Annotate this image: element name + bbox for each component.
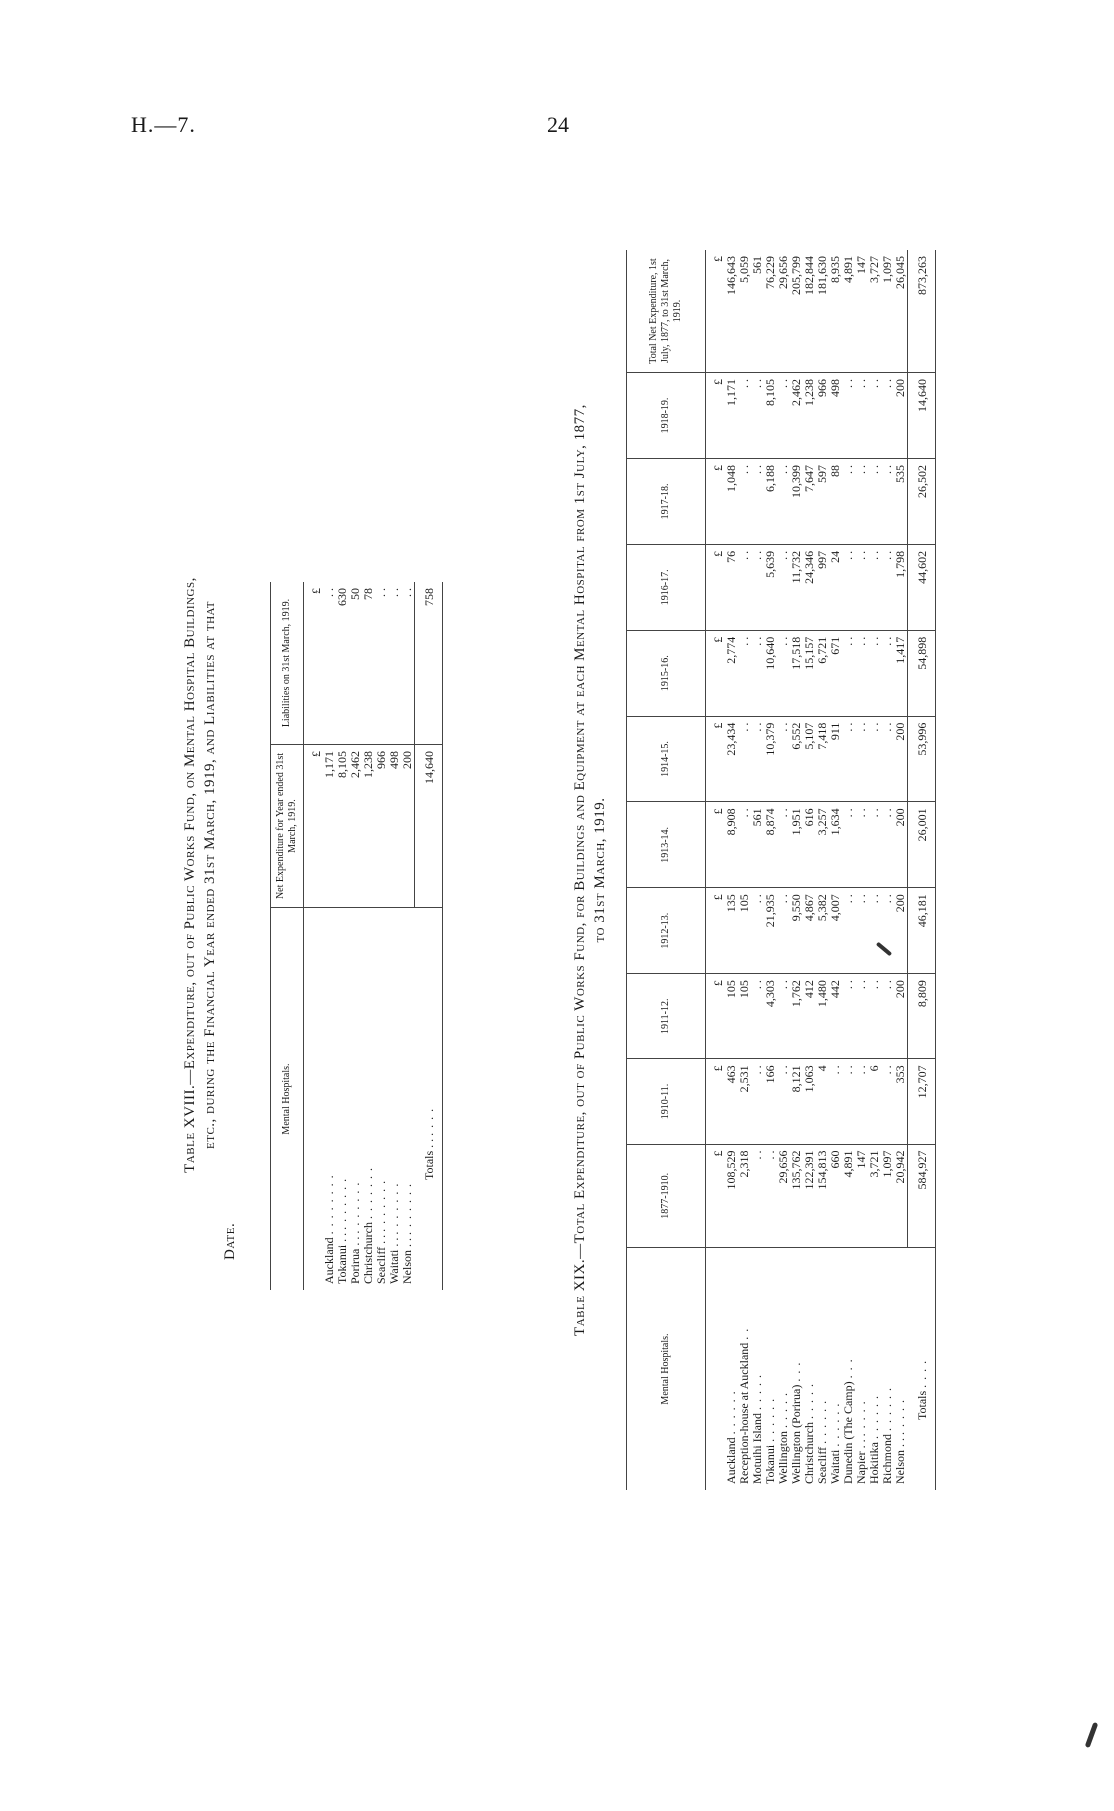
- hospital-name: Nelson . .: [893, 1438, 908, 1484]
- expenditure-cell: . .: [777, 1059, 790, 1144]
- column-header: 1915-16.: [627, 630, 706, 716]
- expenditure-cell: 561: [751, 802, 764, 888]
- expenditure-cell: 4,867: [803, 888, 816, 974]
- currency-symbol: £: [706, 888, 726, 974]
- total-value-cell: 54,898: [908, 630, 936, 716]
- expenditure-cell: 6: [868, 1059, 881, 1144]
- expenditure-cell: 1,063: [803, 1059, 816, 1144]
- column-header: 1877-1910.: [627, 1144, 706, 1247]
- expenditure-cell: 6,188: [764, 458, 777, 544]
- expenditure-cell: . .: [881, 373, 894, 459]
- expenditure-cell: . .: [751, 630, 764, 716]
- expenditure-cell: 1,097: [881, 250, 894, 373]
- expenditure-cell: . .: [751, 458, 764, 544]
- expenditure-cell: . .: [738, 458, 751, 544]
- expenditure-cell: . .: [881, 802, 894, 888]
- hospital-name: Waitati . .: [387, 1237, 401, 1284]
- expenditure-cell: 17,518: [790, 630, 803, 716]
- scan-mark: [1085, 1722, 1099, 1748]
- expenditure-cell: . .: [842, 888, 855, 974]
- dot-leader: . . . . . . .: [400, 1183, 415, 1235]
- dot-leader: . . . . . .: [763, 1397, 777, 1442]
- expenditure-cell: . .: [751, 716, 764, 802]
- expenditure-cell: . .: [751, 544, 764, 630]
- expenditure-cell: 4,891: [842, 250, 855, 373]
- dot-leader: . . . . .: [776, 1391, 790, 1428]
- expenditure-cell: . .: [738, 802, 751, 888]
- expenditure-cell: . .: [868, 716, 881, 802]
- expenditure-cell: . .: [842, 373, 855, 459]
- expenditure-cell: 2,531: [738, 1059, 751, 1144]
- liabilities-cell: . .: [375, 582, 388, 745]
- expenditure-cell: 463: [725, 1059, 738, 1144]
- expenditure-cell: . .: [855, 544, 868, 630]
- net-expenditure-cell: 2,462: [349, 745, 362, 908]
- table-18-section: [180, 460, 443, 1290]
- expenditure-cell: 29,656: [777, 1144, 790, 1247]
- expenditure-cell: 442: [829, 974, 842, 1059]
- currency-symbol: £: [304, 745, 324, 908]
- dot-leader: . . . . . . .: [374, 1179, 388, 1232]
- totals-row: [908, 250, 936, 1490]
- expenditure-cell: 4,007: [829, 888, 842, 974]
- expenditure-cell: 147: [855, 1144, 868, 1247]
- expenditure-cell: . .: [751, 888, 764, 974]
- hospital-name: Waitati: [828, 1449, 842, 1484]
- hospital-name: Auckland: [724, 1437, 738, 1484]
- expenditure-cell: . .: [868, 802, 881, 888]
- hospital-name: Hokitika: [867, 1442, 881, 1484]
- expenditure-cell: . .: [881, 458, 894, 544]
- expenditure-cell: . .: [842, 630, 855, 716]
- table-row: [738, 250, 751, 1490]
- table-19-title-line: Table XIX.—Total Expenditure, out of Public Works Fund, for Buildings and Equipment at each Mental Hospital from 1st July, 1877,: [572, 404, 588, 1336]
- dot-leader: . . . .: [421, 1107, 436, 1136]
- expenditure-cell: . .: [842, 802, 855, 888]
- expenditure-cell: 1,097: [881, 1144, 894, 1247]
- expenditure-cell: . .: [777, 888, 790, 974]
- expenditure-cell: . .: [855, 373, 868, 459]
- dot-leader: . . . . .: [750, 1374, 764, 1410]
- rotated-content: [150, 170, 950, 1520]
- table-18-title-line: etc., during the Financial Year ended 31st March, 1919, and Liabilities at that: [202, 601, 218, 1149]
- hospital-name: Auckland: [322, 1237, 336, 1284]
- expenditure-cell: 997: [816, 544, 829, 630]
- dot-leader: . . . . . .: [880, 1387, 894, 1431]
- column-header: Net Expenditure for Year ended 31st March, 1919.: [271, 745, 304, 908]
- expenditure-cell: . .: [868, 544, 881, 630]
- expenditure-cell: . .: [738, 373, 751, 459]
- table-19-section: [570, 250, 936, 1490]
- column-header: 1917-18.: [627, 458, 706, 544]
- currency-symbol: £: [706, 1144, 726, 1247]
- expenditure-cell: . .: [881, 1059, 894, 1144]
- expenditure-cell: . .: [777, 544, 790, 630]
- expenditure-cell: . .: [764, 1144, 777, 1247]
- table-18: [270, 582, 443, 1290]
- totals-label: Totals . .: [421, 1138, 436, 1180]
- net-expenditure-cell: 1,171: [323, 745, 336, 908]
- column-header: Liabilities on 31st March, 1919.: [271, 582, 304, 745]
- table-row: [764, 250, 777, 1490]
- expenditure-cell: 181,630: [816, 250, 829, 373]
- expenditure-cell: 182,844: [803, 250, 816, 373]
- dot-leader: . . . . . . . .: [322, 1174, 336, 1235]
- expenditure-cell: . .: [842, 544, 855, 630]
- table-row: [803, 250, 816, 1490]
- expenditure-cell: 3,727: [868, 250, 881, 373]
- expenditure-cell: 105: [725, 974, 738, 1059]
- expenditure-cell: . .: [751, 974, 764, 1059]
- expenditure-cell: 8,105: [764, 373, 777, 459]
- table-row: [868, 250, 881, 1490]
- expenditure-cell: 9,550: [790, 888, 803, 974]
- expenditure-cell: 1,634: [829, 802, 842, 888]
- table-row: [790, 250, 803, 1490]
- total-value-cell: 873,263: [908, 250, 936, 373]
- expenditure-cell: 105: [738, 888, 751, 974]
- expenditure-cell: 3,257: [816, 802, 829, 888]
- expenditure-cell: 6,552: [790, 716, 803, 802]
- expenditure-cell: . .: [855, 1059, 868, 1144]
- column-header: Mental Hospitals.: [627, 1248, 706, 1491]
- expenditure-cell: 2,774: [725, 630, 738, 716]
- dot-leader: . . . . . . .: [348, 1181, 362, 1234]
- expenditure-cell: 135,762: [790, 1144, 803, 1247]
- dot-leader: . . . . .: [802, 1383, 816, 1419]
- expenditure-cell: . .: [751, 373, 764, 459]
- expenditure-cell: 1,171: [725, 373, 738, 459]
- expenditure-cell: 2,318: [738, 1144, 751, 1247]
- expenditure-cell: 200: [894, 974, 908, 1059]
- column-header: 1918-19.: [627, 373, 706, 459]
- expenditure-cell: . .: [881, 630, 894, 716]
- expenditure-cell: 166: [764, 1059, 777, 1144]
- expenditure-cell: 8,121: [790, 1059, 803, 1144]
- liabilities-cell: 78: [362, 582, 375, 745]
- liabilities-cell: . .: [323, 582, 336, 745]
- expenditure-cell: . .: [855, 630, 868, 716]
- hospital-name: Porirua . .: [348, 1236, 362, 1284]
- expenditure-cell: . .: [868, 974, 881, 1059]
- table-row: [855, 250, 868, 1490]
- expenditure-cell: 966: [816, 373, 829, 459]
- expenditure-cell: . .: [777, 373, 790, 459]
- expenditure-cell: 122,391: [803, 1144, 816, 1247]
- totals-label: Totals: [914, 1390, 929, 1420]
- net-expenditure-cell: 8,105: [336, 745, 349, 908]
- dot-leader: . . .: [789, 1361, 803, 1382]
- hospital-name: Seacliff: [815, 1446, 829, 1484]
- currency-symbol: £: [706, 974, 726, 1059]
- document-reference: H.—7.: [131, 112, 196, 137]
- expenditure-cell: 200: [894, 888, 908, 974]
- expenditure-cell: 616: [803, 802, 816, 888]
- column-header: Total Net Expenditure, 1st July, 1877, to 31st March, 1919.: [627, 250, 706, 373]
- net-expenditure-cell: 1,238: [362, 745, 375, 908]
- table-19-title-line: to 31st March, 1919.: [592, 797, 608, 943]
- expenditure-cell: 5,382: [816, 888, 829, 974]
- expenditure-cell: 200: [894, 802, 908, 888]
- hospital-name: Christchurch: [802, 1422, 816, 1484]
- total-value-cell: 26,001: [908, 802, 936, 888]
- expenditure-cell: 5,639: [764, 544, 777, 630]
- hospital-name: Wellington: [776, 1430, 790, 1484]
- expenditure-cell: 10,399: [790, 458, 803, 544]
- total-value-cell: 46,181: [908, 888, 936, 974]
- dot-leader: . . . . . . .: [387, 1182, 401, 1235]
- expenditure-cell: 5,059: [738, 250, 751, 373]
- expenditure-cell: 24,346: [803, 544, 816, 630]
- total-value-cell: 44,602: [908, 544, 936, 630]
- dot-leader: . . .: [841, 1358, 855, 1379]
- table-row: [816, 250, 829, 1490]
- expenditure-cell: 20,942: [894, 1144, 908, 1247]
- expenditure-cell: 498: [829, 373, 842, 459]
- table-18-title: [180, 460, 240, 1290]
- expenditure-cell: 10,379: [764, 716, 777, 802]
- expenditure-cell: 1,480: [816, 974, 829, 1059]
- hospital-name: Dunedin (The Camp): [841, 1381, 855, 1484]
- expenditure-cell: 29,656: [777, 250, 790, 373]
- table-row: [725, 250, 738, 1490]
- page-number: 24: [547, 112, 569, 137]
- currency-symbol: £: [706, 544, 726, 630]
- column-header: 1911-12.: [627, 974, 706, 1059]
- dot-leader: . . . . . .: [815, 1399, 829, 1444]
- currency-symbol: £: [706, 630, 726, 716]
- expenditure-cell: 597: [816, 458, 829, 544]
- expenditure-cell: . .: [738, 544, 751, 630]
- dot-leader: . . . . .: [893, 1399, 908, 1435]
- table-18-title-line: Date.: [222, 1222, 238, 1260]
- dot-leader: . . . . . .: [724, 1390, 738, 1435]
- expenditure-cell: 1,417: [894, 630, 908, 716]
- expenditure-cell: 11,732: [790, 544, 803, 630]
- expenditure-cell: 5,107: [803, 716, 816, 802]
- expenditure-cell: 8,935: [829, 250, 842, 373]
- expenditure-cell: . .: [777, 630, 790, 716]
- expenditure-cell: 1,951: [790, 802, 803, 888]
- table-row: [401, 582, 415, 1290]
- total-value-cell: 584,927: [908, 1144, 936, 1247]
- expenditure-cell: 88: [829, 458, 842, 544]
- currency-symbol: £: [304, 582, 324, 745]
- expenditure-cell: . .: [842, 716, 855, 802]
- expenditure-cell: 4,303: [764, 974, 777, 1059]
- expenditure-cell: 660: [829, 1144, 842, 1247]
- expenditure-cell: . .: [751, 1059, 764, 1144]
- expenditure-cell: 4: [816, 1059, 829, 1144]
- hospital-name: Tokanui . .: [335, 1232, 349, 1284]
- total-value-cell: 8,809: [908, 974, 936, 1059]
- expenditure-cell: 7,647: [803, 458, 816, 544]
- expenditure-cell: . .: [855, 458, 868, 544]
- expenditure-cell: 671: [829, 630, 842, 716]
- expenditure-cell: 146,643: [725, 250, 738, 373]
- liabilities-cell: . .: [401, 582, 415, 745]
- expenditure-cell: 4,891: [842, 1144, 855, 1247]
- currency-symbol: £: [706, 802, 726, 888]
- table-row: [829, 250, 842, 1490]
- liabilities-cell: . .: [388, 582, 401, 745]
- expenditure-cell: 10,640: [764, 630, 777, 716]
- expenditure-cell: 1,762: [790, 974, 803, 1059]
- hospital-name: Richmond: [880, 1434, 894, 1484]
- hospital-name: Motuihi Island: [750, 1413, 764, 1484]
- expenditure-cell: 353: [894, 1059, 908, 1144]
- expenditure-cell: . .: [881, 974, 894, 1059]
- total-value-cell: 53,996: [908, 716, 936, 802]
- expenditure-cell: 23,434: [725, 716, 738, 802]
- expenditure-cell: . .: [777, 974, 790, 1059]
- expenditure-cell: . .: [738, 630, 751, 716]
- expenditure-cell: 154,813: [816, 1144, 829, 1247]
- hospital-name: Christchurch: [361, 1222, 375, 1284]
- column-header: Mental Hospitals.: [271, 908, 304, 1291]
- dot-leader: . .: [737, 1327, 751, 1340]
- expenditure-cell: 76: [725, 544, 738, 630]
- expenditure-cell: . .: [738, 716, 751, 802]
- dot-leader: . . . . . .: [867, 1395, 881, 1439]
- expenditure-cell: 911: [829, 716, 842, 802]
- hospital-name: Napier . .: [854, 1439, 868, 1484]
- total-value-cell: 14,640: [908, 373, 936, 459]
- liabilities-cell: 50: [349, 582, 362, 745]
- expenditure-cell: . .: [855, 716, 868, 802]
- liabilities-total: 758: [415, 582, 443, 745]
- total-value-cell: 12,707: [908, 1059, 936, 1144]
- expenditure-cell: 535: [894, 458, 908, 544]
- expenditure-cell: 561: [751, 250, 764, 373]
- expenditure-cell: . .: [842, 458, 855, 544]
- expenditure-cell: 21,935: [764, 888, 777, 974]
- expenditure-cell: 200: [894, 373, 908, 459]
- expenditure-cell: . .: [855, 974, 868, 1059]
- expenditure-cell: 24: [829, 544, 842, 630]
- hospital-name: Wellington (Porirua): [789, 1384, 803, 1484]
- table-18-title-line: Table XVIII.—Expenditure, out of Public Works Fund, on Mental Hospital Buildings,: [182, 577, 198, 1173]
- column-header: 1912-13.: [627, 888, 706, 974]
- hospital-name: Tokanui: [763, 1444, 777, 1484]
- expenditure-cell: . .: [868, 888, 881, 974]
- expenditure-cell: . .: [751, 1144, 764, 1247]
- net-expenditure-cell: 200: [401, 745, 415, 908]
- expenditure-cell: 147: [855, 250, 868, 373]
- dot-leader: . . . . . .: [828, 1402, 842, 1447]
- total-value-cell: 26,502: [908, 458, 936, 544]
- expenditure-cell: . .: [777, 802, 790, 888]
- table-19: [626, 250, 936, 1490]
- table-row: [388, 582, 401, 1290]
- expenditure-cell: 7,418: [816, 716, 829, 802]
- column-header: 1913-14.: [627, 802, 706, 888]
- expenditure-cell: . .: [881, 716, 894, 802]
- expenditure-cell: . .: [855, 888, 868, 974]
- expenditure-cell: . .: [881, 888, 894, 974]
- column-header: 1914-15.: [627, 716, 706, 802]
- expenditure-cell: 8,908: [725, 802, 738, 888]
- net-expenditure-total: 14,640: [415, 745, 443, 908]
- table-row: [751, 250, 764, 1490]
- dot-leader: . . . . . . .: [335, 1177, 349, 1230]
- expenditure-cell: 1,238: [803, 373, 816, 459]
- expenditure-cell: . .: [777, 716, 790, 802]
- expenditure-cell: 6,721: [816, 630, 829, 716]
- expenditure-cell: . .: [842, 974, 855, 1059]
- expenditure-cell: 8,874: [764, 802, 777, 888]
- currency-symbol: £: [706, 373, 726, 459]
- expenditure-cell: 135: [725, 888, 738, 974]
- dot-leader: . . . . .: [854, 1400, 868, 1437]
- dot-leader: . . . . . . .: [361, 1167, 375, 1219]
- expenditure-cell: . .: [842, 1059, 855, 1144]
- dot-leader: . . . .: [914, 1359, 929, 1388]
- net-expenditure-cell: 498: [388, 745, 401, 908]
- hospital-name: Nelson . .: [400, 1238, 415, 1284]
- net-expenditure-cell: 966: [375, 745, 388, 908]
- expenditure-cell: . .: [868, 630, 881, 716]
- currency-symbol: £: [706, 458, 726, 544]
- expenditure-cell: . .: [777, 458, 790, 544]
- table-19-title: [570, 250, 610, 1490]
- table-row: [894, 250, 908, 1490]
- expenditure-cell: 200: [894, 716, 908, 802]
- expenditure-cell: . .: [855, 802, 868, 888]
- currency-row: [706, 250, 726, 1490]
- expenditure-cell: 76,229: [764, 250, 777, 373]
- expenditure-cell: . .: [868, 458, 881, 544]
- hospital-name: Reception-house at Auckland: [737, 1342, 751, 1484]
- column-header: 1916-17.: [627, 544, 706, 630]
- expenditure-cell: . .: [829, 1059, 842, 1144]
- expenditure-cell: 205,799: [790, 250, 803, 373]
- expenditure-cell: 412: [803, 974, 816, 1059]
- currency-symbol: £: [706, 716, 726, 802]
- expenditure-cell: . .: [881, 544, 894, 630]
- currency-symbol: £: [706, 1059, 726, 1144]
- liabilities-cell: 630: [336, 582, 349, 745]
- expenditure-cell: 3,721: [868, 1144, 881, 1247]
- expenditure-cell: 108,529: [725, 1144, 738, 1247]
- expenditure-cell: 26,045: [894, 250, 908, 373]
- expenditure-cell: 15,157: [803, 630, 816, 716]
- expenditure-cell: . .: [868, 373, 881, 459]
- expenditure-cell: 1,798: [894, 544, 908, 630]
- table-row: [777, 250, 790, 1490]
- expenditure-cell: 2,462: [790, 373, 803, 459]
- expenditure-cell: 105: [738, 974, 751, 1059]
- expenditure-cell: 1,048: [725, 458, 738, 544]
- column-header: 1910-11.: [627, 1059, 706, 1144]
- totals-row: [415, 582, 443, 1290]
- table-row: [842, 250, 855, 1490]
- hospital-name: Seacliff . .: [374, 1234, 388, 1284]
- table-row: [881, 250, 894, 1490]
- currency-symbol: £: [706, 250, 726, 373]
